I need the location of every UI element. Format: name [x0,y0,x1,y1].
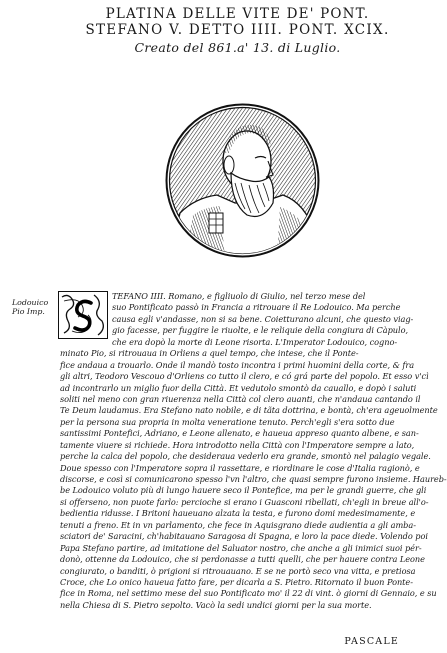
margin-note [12,298,62,316]
text-line: TEFANO IIII. Romano, e figliuolo di Giulio, nel terzo mese del [112,291,366,301]
text-line: bedientia ridusse. I Britoni haueuano alzata la testa, e furono domi medesimamente, e [60,508,416,519]
text-line: Croce, che Lo onico haueua fatto fare, per dicarla a S. Pietro. Ritornato il buon Ponte- [60,576,413,587]
text-line: donò, ottenne da Lodouico, che si perdonasse a tutti quelli, che per hauere contra Leone [60,554,425,565]
text-line: nella Chiesa di S. Pietro sepolto. Vacò la sedi undici giorni per la sua morte. [60,599,372,610]
text-line: santissimi Pontefici, Adriano, e Leone allenato, e haueua appreso quanto albene, e san- [60,428,419,439]
text-line: Te Deum laudamus. Era Stefano nato nobile, e di tãta dottrina, e bontà, ch'era ageuolmente [60,405,438,416]
running-head: PLATINA DELLE VITE DE' PONT. [105,6,370,22]
text-line: soliti nel meno con gran riuerenza nella Città col clero auanti, che n'andaua cantando il [60,393,421,404]
body-text [60,291,447,611]
text-line: tamente viuere si richiede. Hora introdotto nella Città con l'Imperatore sempre a lato, [60,439,415,450]
text-line: perche la calca del popolo, che desideraua vederlo era grande, smontò nel palagio vegale. [60,451,431,462]
chapter-title: STEFANO V. DETTO IIII. PONT. XCIX. [85,22,390,38]
text-line: che era dopò la morte di Leone risorta. L'Imperator Lodouico, cogno- [112,336,398,347]
text-line: tenuti a freno. Et in vn parlamento, che fece in Aquisgrano diede audientia a gli amba- [60,519,416,530]
text-line: fice andaua a trouarlo. Onde il mandò tosto incontra i primi huomini della corte, & fra [60,359,415,370]
text-line: gio facesse, per fuggire le riuolte, e le reliquie della congiura di Càpulo, [112,325,409,336]
text-line: minato Pio, si ritrouaua in Orliens a quel tempo, che intese, che il Ponte- [60,348,359,359]
creation-date: Creato del 861.a' 13. di Luglio. [134,40,341,55]
margin-note-line: Lodouico [12,298,49,307]
text-line: be Lodouico voluto più di lungo hauere seco il Pontefice, ma per le grandi guerre, che gli [60,485,427,496]
text-line: ad incontrarlo un miglio fuor della Città. Et vedutolo smontò da cauallo, e dopò i saluti [60,382,417,393]
text-line: Papa Stefano partire, ad imitatione del Saluator nostro, che anche a gli inimici suoi pér- [60,542,422,553]
text-line: sciatori de' Saracini, ch'habitauano Saragosa di Spagna, e loro la pace diede. Volendo poi [60,531,428,542]
text-line: discorse, e così si comunicarono spesso l'vn l'altro, che quasi sempre furono insieme. Haureb- [60,474,447,484]
text-line: si offerseno, non puote farlo: percioche si erano i Guasconi ribellati, ch'egli in breue all'o- [60,496,429,507]
text-line: Doue spesso con l'Imperatore sopra il rassettare, e riordinare le cose d'Italia ragionò, e [60,462,420,473]
text-line: congiurato, o banditi, ò prigioni si ritrouauano. E se ne portò seco vna vitta, e pretiosa [60,565,416,576]
margin-note-line: Pio Imp. [12,307,45,316]
pope-portrait-woodcut [165,103,320,258]
text-line: fice in Roma, nel settimo mese del suo Pontificato mo' il 22 di vint. ò giorni di Gennaio, e su [60,588,437,599]
text-line: per la persona sua propria in molta veneratione tenuto. Perch'egli s'era sotto due [60,416,395,427]
catchword: PASCALE [344,636,399,647]
text-line: causa egli v'andasse, non si sa bene. Coietturano alcuni, che questo viag- [112,313,414,324]
text-line: suo Pontificato passò in Francia a ritrouare il Re Lodouico. Ma perche [112,302,401,313]
text-line: gli altri, Teodoro Vescouo d'Orliens co tutto il clero, e có grá parte del popolo. Et esso v'cì [60,371,429,382]
